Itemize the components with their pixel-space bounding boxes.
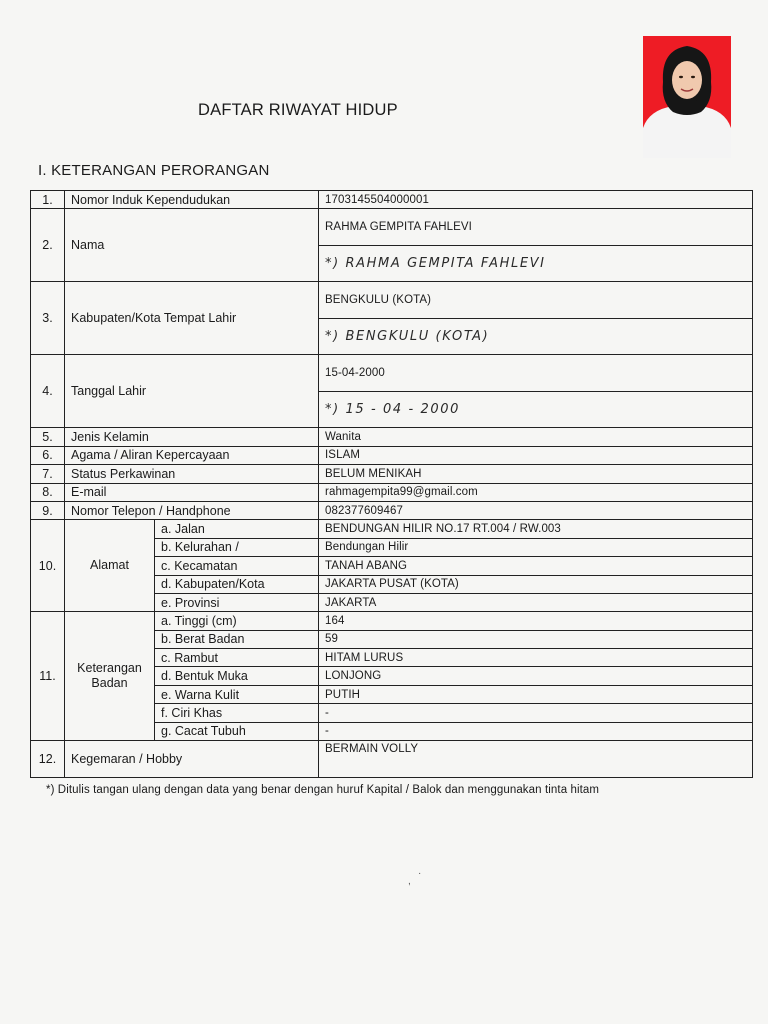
sub-field-value: - (319, 722, 753, 740)
table-row (31, 483, 753, 501)
field-value: BENGKULU (KOTA) (319, 282, 753, 319)
scan-speck-icon: · (418, 868, 422, 879)
row-number: 11. (31, 612, 65, 741)
table-row (31, 191, 753, 209)
group-label-line: Keterangan (77, 661, 142, 676)
field-label: Kabupaten/Kota Tempat Lahir (65, 282, 319, 355)
sub-field-label: f. Ciri Khas (155, 704, 319, 722)
field-label: Nomor Telepon / Handphone (65, 501, 319, 519)
profile-photo (643, 36, 731, 158)
sub-field-value: BENDUNGAN HILIR NO.17 RT.004 / RW.003 (319, 520, 753, 538)
row-number: 7. (31, 465, 65, 483)
row-number: 12. (31, 741, 65, 778)
phone-value: 082377609467 (319, 501, 753, 519)
handwritten-value: *) BENGKULU (KOTA) (319, 319, 753, 355)
sub-field-label: c. Kecamatan (155, 557, 319, 575)
person-silhouette-icon (643, 36, 731, 158)
table-row (31, 355, 753, 392)
footnote: *) Ditulis tangan ulang dengan data yang benar dengan huruf Kapital / Balok dan menggunakan tinta hitam (46, 784, 600, 796)
row-number: 5. (31, 428, 65, 446)
field-value: BELUM MENIKAH (319, 465, 753, 483)
field-value: RAHMA GEMPITA FAHLEVI (319, 209, 753, 246)
table-row (31, 446, 753, 464)
row-number: 6. (31, 446, 65, 464)
field-value: 1703145504000001 (319, 191, 753, 209)
field-value: 15-04-2000 (319, 355, 753, 392)
field-label: Tanggal Lahir (65, 355, 319, 428)
row-number: 1. (31, 191, 65, 209)
personal-data-table (30, 190, 753, 778)
field-value: Wanita (319, 428, 753, 446)
field-label: Status Perkawinan (65, 465, 319, 483)
sub-field-value: LONJONG (319, 667, 753, 685)
section-title: I. KETERANGAN PERORANGAN (38, 162, 270, 179)
sub-field-value: TANAH ABANG (319, 557, 753, 575)
row-number: 9. (31, 501, 65, 519)
handwritten-value: *) 15 - 04 - 2000 (319, 392, 753, 428)
sub-field-label: c. Rambut (155, 649, 319, 667)
field-value: ISLAM (319, 446, 753, 464)
group-label-line: Badan (91, 676, 128, 691)
row-number: 10. (31, 520, 65, 612)
sub-field-value: 164 (319, 612, 753, 630)
field-value: BERMAIN VOLLY (319, 741, 753, 778)
sub-field-label: d. Bentuk Muka (155, 667, 319, 685)
row-number: 2. (31, 209, 65, 282)
sub-field-label: b. Berat Badan (155, 630, 319, 648)
sub-field-value: - (319, 704, 753, 722)
field-label: Nama (65, 209, 319, 282)
sub-field-label: e. Provinsi (155, 593, 319, 611)
field-label: Nomor Induk Kependudukan (65, 191, 319, 209)
field-label: Jenis Kelamin (65, 428, 319, 446)
sub-field-value: HITAM LURUS (319, 649, 753, 667)
row-number: 4. (31, 355, 65, 428)
sub-field-label: g. Cacat Tubuh (155, 722, 319, 740)
row-number: 8. (31, 483, 65, 501)
sub-field-label: a. Tinggi (cm) (155, 612, 319, 630)
sub-field-label: a. Jalan (155, 520, 319, 538)
scan-speck-icon: , (408, 876, 411, 887)
sub-field-value: JAKARTA (319, 593, 753, 611)
sub-field-value: PUTIH (319, 685, 753, 703)
row-number: 3. (31, 282, 65, 355)
sub-field-label: e. Warna Kulit (155, 685, 319, 703)
table-row (31, 428, 753, 446)
group-label: Alamat (65, 520, 155, 612)
table-row (31, 501, 753, 519)
handwritten-value: *) RAHMA GEMPITA FAHLEVI (319, 246, 753, 282)
sub-field-value: 59 (319, 630, 753, 648)
table-row (31, 612, 753, 630)
sub-field-value: JAKARTA PUSAT (KOTA) (319, 575, 753, 593)
table-row (31, 741, 753, 778)
table-row (31, 209, 753, 246)
sub-field-value: Bendungan Hilir (319, 538, 753, 556)
table-row (31, 465, 753, 483)
table-row (31, 520, 753, 538)
sub-field-label: d. Kabupaten/Kota (155, 575, 319, 593)
group-label (65, 612, 155, 741)
email-value: rahmagempita99@gmail.com (319, 483, 753, 501)
field-label: Kegemaran / Hobby (65, 741, 319, 778)
document-title: DAFTAR RIWAYAT HIDUP (198, 101, 398, 119)
field-label: E-mail (65, 483, 319, 501)
table-row (31, 282, 753, 319)
field-label: Agama / Aliran Kepercayaan (65, 446, 319, 464)
sub-field-label: b. Kelurahan / (155, 538, 319, 556)
